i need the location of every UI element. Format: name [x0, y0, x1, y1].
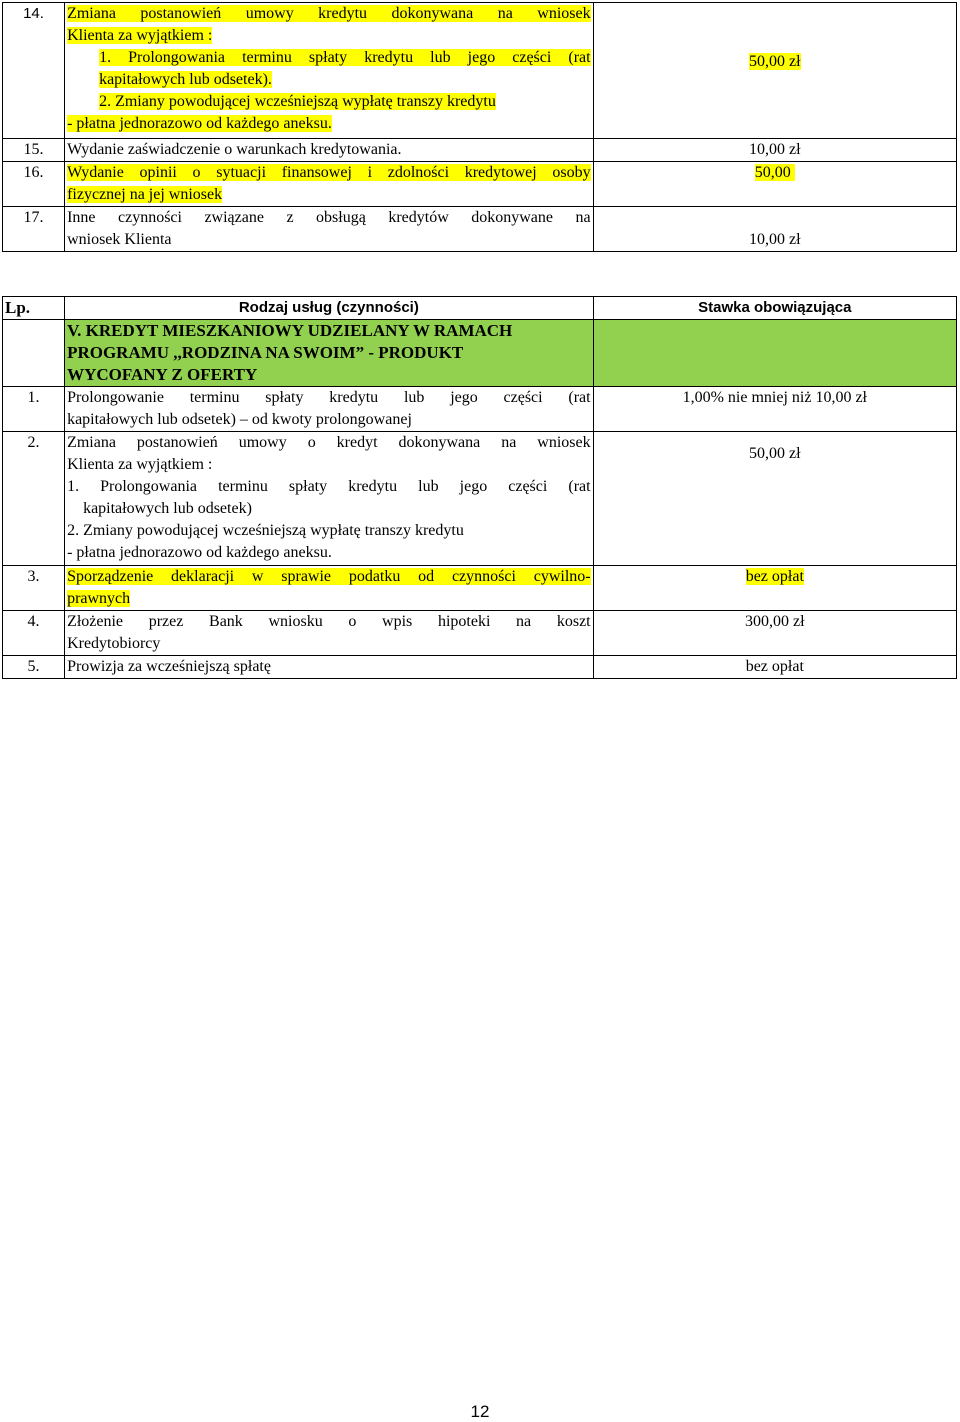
description-text: kapitałowych lub odsetek) – od kwoty prolongowanej — [67, 411, 412, 428]
row-description — [65, 611, 594, 656]
description-text: fizycznej na jej wniosek — [67, 186, 223, 203]
value-text: 50,00 zł — [749, 52, 801, 70]
description-text: Sporządzenie deklaracji w sprawie podatku od czynności cywilno- — [67, 568, 591, 585]
table-row — [3, 656, 957, 679]
table-row — [3, 387, 957, 432]
description-text: Zmiana postanowień umowy kredytu dokonywana na wniosek — [67, 5, 591, 22]
row-number: 3. — [3, 566, 65, 611]
description-text: - płatna jednorazowo od każdego aneksu. — [67, 544, 332, 561]
description-text: 1. Prolongowania terminu spłaty kredytu lub jego części (rat — [99, 49, 591, 66]
table-row — [3, 432, 957, 566]
row-value: 300,00 zł — [593, 611, 956, 656]
row-number: 16. — [3, 162, 65, 207]
row-description — [65, 566, 594, 611]
table-row — [3, 207, 957, 252]
description-text: Klienta za wyjątkiem : — [67, 456, 213, 473]
row-number: 4. — [3, 611, 65, 656]
value-text: 50,00 — [755, 164, 795, 181]
page-number: 12 — [470, 1402, 490, 1421]
row-value: 10,00 zł — [593, 139, 956, 162]
description-text: kapitałowych lub odsetek) — [83, 500, 252, 517]
description-text: 2. Zmiany powodującej wcześniejszą wypłatę transzy kredytu — [67, 522, 464, 539]
section-heading-row — [3, 320, 957, 387]
row-number: 14. — [3, 3, 65, 139]
description-text: Wydanie opinii o sytuacji finansowej i zdolności kredytowej osoby — [67, 164, 591, 181]
description-text: - płatna jednorazowo od każdego aneksu. — [67, 115, 332, 132]
table-row — [3, 3, 957, 139]
section-heading-text: V. KREDYT MIESZKANIOWY UDZIELANY W RAMACH — [67, 321, 513, 340]
row-number: 15. — [3, 139, 65, 162]
description-text: 1. Prolongowania terminu spłaty kredytu lub jego części (rat — [67, 478, 591, 495]
section-heading-text: WYCOFANY Z OFERTY — [67, 365, 258, 384]
description-text: prawnych — [67, 590, 131, 607]
row-number: 1. — [3, 387, 65, 432]
description-text: 2. Zmiany powodującej wcześniejszą wypłatę transzy kredytu — [99, 93, 496, 110]
table-row — [3, 611, 957, 656]
description-text: kapitałowych lub odsetek). — [99, 71, 272, 88]
header-lp: Lp. — [3, 297, 65, 320]
description-text: Klienta za wyjątkiem : — [67, 27, 213, 44]
description-text: Kredytobiorcy — [67, 635, 161, 652]
row-description — [65, 387, 594, 432]
header-service: Rodzaj usług (czynności) — [65, 297, 594, 320]
section-rate-cell — [593, 320, 956, 387]
description-text: Zmiana postanowień umowy o kredyt dokonywana na wniosek — [67, 434, 591, 451]
row-value: bez opłat — [593, 656, 956, 679]
section-heading-text: PROGRAMU ,,RODZINA NA SWOIM” - PRODUKT — [67, 343, 464, 362]
section-number-cell — [3, 320, 65, 387]
fees-table-rodzina-na-swoim — [2, 296, 957, 679]
row-value: 50,00 zł — [593, 432, 956, 566]
table-row — [3, 566, 957, 611]
description-text: Prolongowanie terminu spłaty kredytu lub jego części (rat — [67, 389, 591, 406]
row-value: 1,00% nie mniej niż 10,00 zł — [593, 387, 956, 432]
row-number: 5. — [3, 656, 65, 679]
description-text: wniosek Klienta — [67, 231, 172, 248]
row-description — [65, 432, 594, 566]
row-number: 2. — [3, 432, 65, 566]
value-text: bez opłat — [745, 568, 804, 585]
table-header — [3, 297, 957, 320]
description-text: Inne czynności związane z obsługą kredytów dokonywane na — [67, 209, 591, 226]
row-description: Wydanie zaświadczenie o warunkach kredytowania. — [65, 139, 594, 162]
row-value — [593, 566, 956, 611]
section-heading — [65, 320, 594, 387]
row-description — [65, 3, 594, 139]
row-description — [65, 162, 594, 207]
row-value: 10,00 zł — [593, 207, 956, 252]
row-description — [65, 207, 594, 252]
fees-table-continued — [2, 2, 957, 252]
row-description: Prowizja za wcześniejszą spłatę — [65, 656, 594, 679]
description-text: Złożenie przez Bank wniosku o wpis hipoteki na koszt — [67, 613, 591, 630]
row-number: 17. — [3, 207, 65, 252]
table-row — [3, 139, 957, 162]
row-value — [593, 3, 956, 139]
header-rate: Stawka obowiązująca — [593, 297, 956, 320]
row-value — [593, 162, 956, 207]
table-row — [3, 162, 957, 207]
